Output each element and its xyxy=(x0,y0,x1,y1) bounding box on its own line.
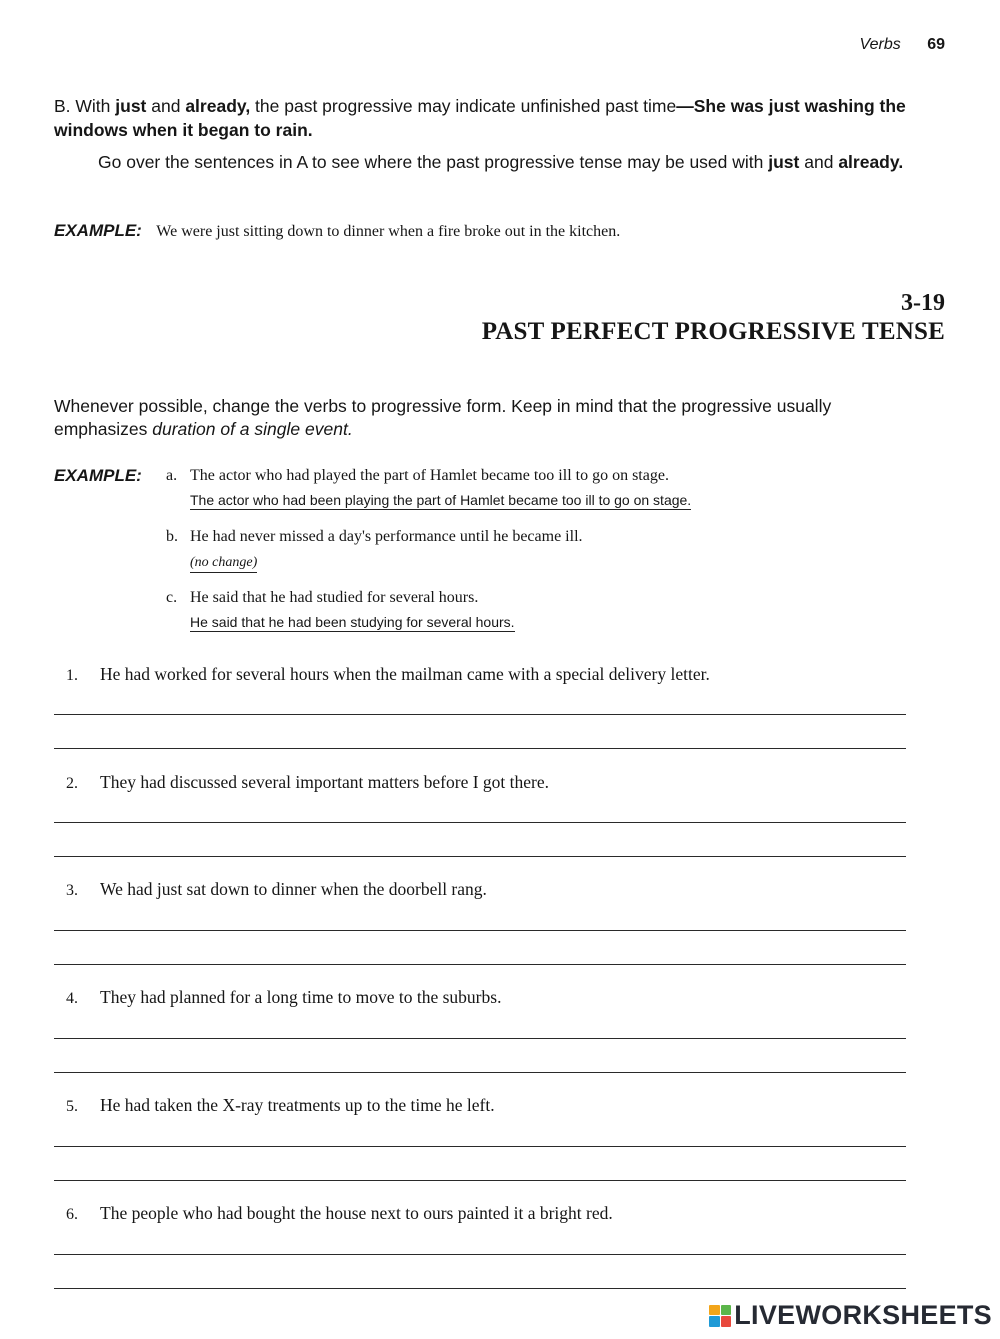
section-title: PAST PERFECT PROGRESSIVE TENSE xyxy=(481,318,945,345)
examples-label: EXAMPLE: xyxy=(54,466,142,485)
answer-line-6a[interactable] xyxy=(54,1254,906,1255)
part-b-instruction-pre: Go over the sentences in A to see where the past progressive tense may be used with xyxy=(98,152,769,172)
example-letter: c. xyxy=(166,589,178,606)
question-number: 1. xyxy=(66,667,78,684)
section-number: 3-19 xyxy=(901,290,945,316)
keyword-already: already, xyxy=(185,96,251,116)
logo-square xyxy=(709,1305,720,1316)
answer-line-2b[interactable] xyxy=(54,856,906,857)
answer-line-2a[interactable] xyxy=(54,822,906,823)
liveworksheets-watermark xyxy=(709,1300,992,1331)
example-c-answer: He said that he had been studying for several hours. xyxy=(190,614,515,630)
section-instruction xyxy=(54,395,914,441)
section-instruction-end: . xyxy=(347,419,353,439)
example-b xyxy=(166,528,846,546)
part-b-example-label: EXAMPLE: xyxy=(54,221,142,240)
example-a-answer: The actor who had been playing the part of Hamlet became too ill to go on stage. xyxy=(190,492,692,508)
question-text: The people who had bought the house next to ours painted it a bright red. xyxy=(100,1203,613,1223)
part-b-end: . xyxy=(307,120,313,140)
question-6 xyxy=(66,1203,613,1224)
question-number: 4. xyxy=(66,990,78,1007)
example-a xyxy=(166,467,846,485)
part-b-mid2: the past progressive may indicate unfinished past time xyxy=(250,96,677,116)
answer-line-3a[interactable] xyxy=(54,930,906,931)
part-b-example-text: We were just sitting down to dinner when a fire broke out in the kitchen. xyxy=(156,223,621,240)
question-4 xyxy=(66,987,501,1008)
question-number: 6. xyxy=(66,1206,78,1223)
question-1 xyxy=(66,664,710,685)
example-sentence: He had never missed a day's performance until he became ill. xyxy=(190,528,583,545)
part-b-example xyxy=(54,221,620,241)
part-b-dash-example: —She was just washing the windows when it began to rain xyxy=(54,96,906,140)
example-c-answer-wrap xyxy=(190,614,515,632)
example-b-answer: (no change) xyxy=(190,555,257,573)
part-b-lead: B. With xyxy=(54,96,116,116)
example-c xyxy=(166,589,846,607)
question-text: He had taken the X-ray treatments up to the time he left. xyxy=(100,1095,495,1115)
part-b-paragraph xyxy=(54,94,914,142)
part-b-instruction-end: . xyxy=(898,152,904,172)
answer-line-1b[interactable] xyxy=(54,748,906,749)
page-number: 69 xyxy=(927,36,945,53)
running-head xyxy=(860,36,945,54)
example-a-answer-wrap xyxy=(190,492,691,510)
part-b-mid1: and xyxy=(146,96,186,116)
example-sentence: The actor who had played the part of Hamlet became too ill to go on stage. xyxy=(190,467,669,484)
part-b-instruction xyxy=(54,150,914,174)
running-head-section: Verbs xyxy=(859,36,901,53)
keyword-just: just xyxy=(115,96,147,116)
part-b-instruction-kw2: already xyxy=(838,152,899,172)
question-number: 5. xyxy=(66,1098,78,1115)
answer-line-3b[interactable] xyxy=(54,964,906,965)
answer-line-4a[interactable] xyxy=(54,1038,906,1039)
answer-line-6b[interactable] xyxy=(54,1288,906,1289)
section-instruction-pre: Whenever possible, change the verbs to progressive form. Keep in mind that the progressive usually emphasizes xyxy=(54,396,832,439)
answer-line-4b[interactable] xyxy=(54,1072,906,1073)
logo-square xyxy=(721,1305,732,1316)
example-sentence: He said that he had studied for several hours. xyxy=(190,589,479,606)
question-text: He had worked for several hours when the mailman came with a special delivery letter. xyxy=(100,664,710,684)
question-number: 2. xyxy=(66,775,78,792)
question-text: They had discussed several important matters before I got there. xyxy=(100,772,550,792)
logo-square xyxy=(721,1316,732,1327)
logo-square xyxy=(709,1316,720,1327)
part-b-instruction-kw1: just xyxy=(768,152,800,172)
question-text: We had just sat down to dinner when the doorbell rang. xyxy=(100,879,487,899)
answer-line-5a[interactable] xyxy=(54,1146,906,1147)
part-b-instruction-mid: and xyxy=(799,152,839,172)
answer-line-5b[interactable] xyxy=(54,1180,906,1181)
question-text: They had planned for a long time to move to the suburbs. xyxy=(100,987,502,1007)
section-instruction-emph: duration of a single event xyxy=(152,419,348,439)
question-number: 3. xyxy=(66,882,78,899)
question-3 xyxy=(66,879,487,900)
answer-line-1a[interactable] xyxy=(54,714,906,715)
example-letter: b. xyxy=(166,528,178,545)
watermark-text: LIVEWORKSHEETS xyxy=(734,1300,992,1330)
question-5 xyxy=(66,1095,495,1116)
example-b-answer-wrap xyxy=(190,553,257,573)
liveworksheets-logo-icon xyxy=(709,1305,731,1327)
question-2 xyxy=(66,772,549,793)
example-letter: a. xyxy=(166,467,178,484)
